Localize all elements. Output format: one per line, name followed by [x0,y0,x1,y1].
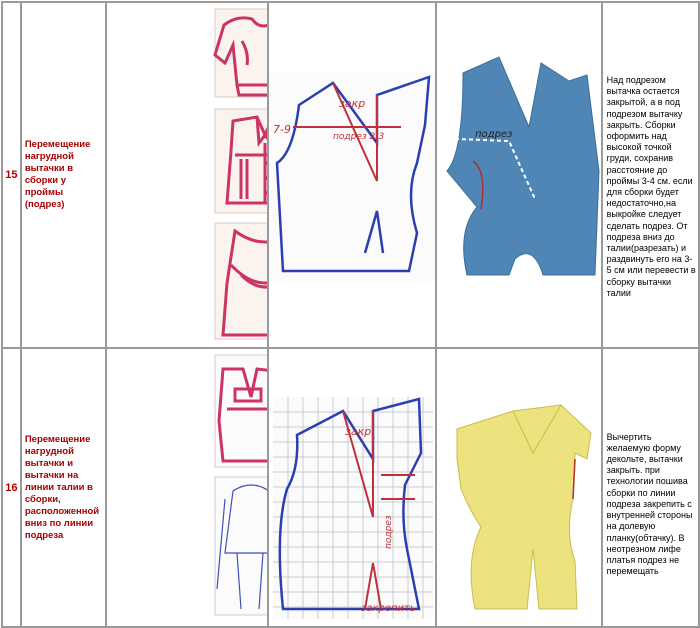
pattern-cell [436,348,602,627]
draft-cell [268,348,436,627]
table-row [2,2,699,348]
paper-pattern [437,3,601,342]
table-row [2,348,699,627]
pattern-piece-yellow [457,405,591,609]
sketch-sheet [215,477,267,615]
row-note: Вычертить желаемую форму декольте, вытачки закрыть. при технологии пошива сборки по линии подреза закрепить с внутренней стороны на долевую планку(обтачку). В неотрезном лифе платья подрез не перемещать [602,348,699,627]
pattern-draft [269,3,435,342]
draft-cell [268,2,436,348]
draft-label-mid: подрез 2-3 [332,132,384,142]
instruction-table [1,1,700,628]
draft-label-side: подрез [383,515,394,549]
garment-sketches [107,3,267,342]
row-note: Над подрезом вытачка остается закрытой, а в под подрезом вытачку закрыть. Сборки оформить над высокой точкой груди, сохранив расстояние до проймы 3-4 см. если для сборки будет недостаточно,на выкройке следует сделать подрез. От подреза вниз до талии(разрезать) и раздвинуть его на 3-5 см или перевести в сборку вытачки талии [602,2,699,348]
draft-label-bottom: закрепить [360,603,416,614]
pattern-cell [436,2,602,348]
row-title: Перемещение нагрудной вытачки в сборки у проймы (подрез) [21,2,106,348]
draft-label-top: закр [338,97,365,110]
sketch-cell [106,2,268,348]
paper-pattern [437,349,601,621]
row-number: 15 [2,2,21,348]
pattern-label: подрез [474,129,513,140]
row-title: Перемещение нагрудной вытачки и вытачки на линии талии в сборки, расположенной вниз по линии подреза [21,348,106,627]
pattern-draft [269,349,435,621]
sketch-cell [106,348,268,627]
draft-label-left: 7-9 [272,123,291,136]
row-number: 16 [2,348,21,627]
garment-sketches [107,349,267,621]
draft-label-top: закр [344,425,371,438]
